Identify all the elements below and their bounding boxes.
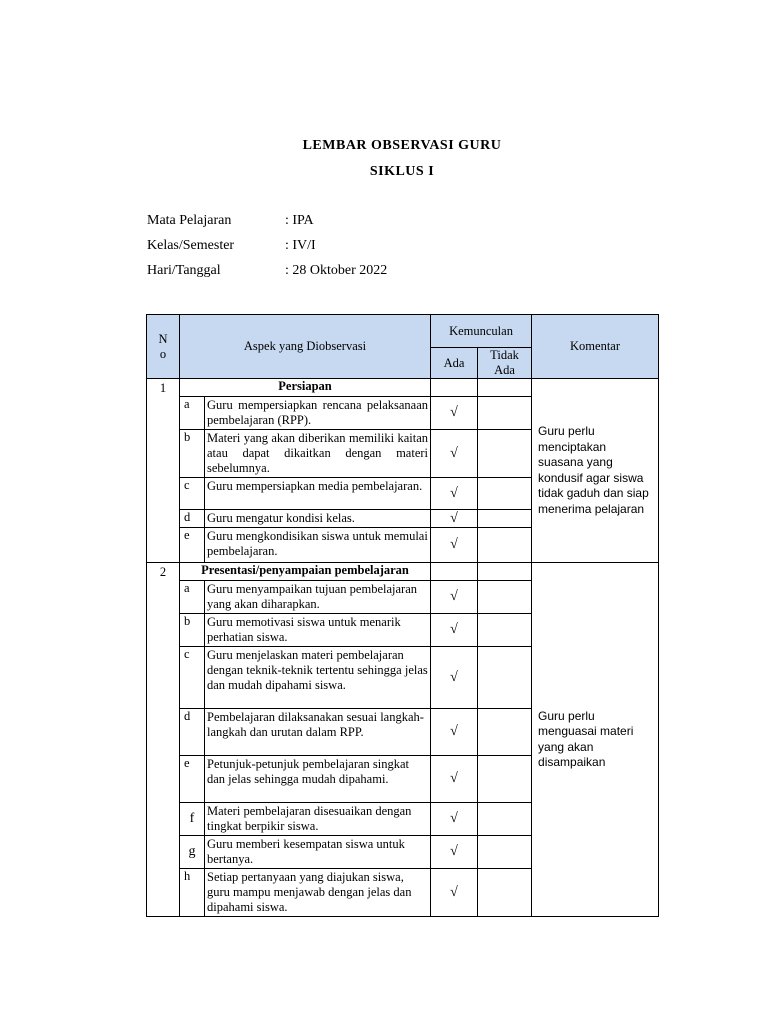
info-label: Mata Pelajaran	[147, 213, 232, 228]
item-text: Guru mempersiapkan rencana pelaksanaan pembelajaran (RPP).	[205, 397, 431, 430]
item-text: Setiap pertanyaan yang diajukan siswa, guru mampu menjawab dengan jelas dan dipahami siswa.	[205, 869, 431, 917]
empty-cell	[478, 756, 532, 803]
check-mark: √	[431, 756, 478, 803]
empty-cell	[478, 869, 532, 917]
item-letter: h	[180, 869, 205, 917]
header-aspek: Aspek yang Diobservasi	[180, 315, 431, 379]
empty-cell	[478, 478, 532, 510]
item-text: Petunjuk-petunjuk pembelajaran singkat dan jelas sehingga mudah dipahami.	[205, 756, 431, 803]
item-letter: b	[180, 614, 205, 647]
check-mark: √	[431, 581, 478, 614]
item-letter: c	[180, 478, 205, 510]
check-mark: √	[431, 614, 478, 647]
item-letter: e	[180, 756, 205, 803]
item-letter: d	[180, 709, 205, 756]
document-title: LEMBAR OBSERVASI GURU	[302, 138, 502, 153]
item-text: Guru mengatur kondisi kelas.	[205, 510, 431, 528]
empty-cell	[478, 397, 532, 430]
info-value: : IPA	[285, 213, 314, 228]
check-mark: √	[431, 836, 478, 869]
item-letter: f	[180, 803, 205, 836]
empty-cell	[478, 709, 532, 756]
comment-cell: Guru perlu menciptakan suasana yang kondusif agar siswa tidak gaduh dan siap menerima pelajaran	[532, 379, 659, 563]
empty-cell	[478, 836, 532, 869]
check-mark: √	[431, 803, 478, 836]
check-cell	[431, 379, 478, 397]
header-ada: Ada	[431, 348, 478, 379]
header-no: N o	[147, 315, 180, 379]
check-mark: √	[431, 397, 478, 430]
item-letter: c	[180, 647, 205, 709]
observation-table	[146, 314, 659, 917]
item-text: Materi yang akan diberikan memiliki kaitan atau dapat dikaitkan dengan materi sebelumnya.	[205, 430, 431, 478]
info-label: Kelas/Semester	[147, 238, 235, 253]
section-title: Presentasi/penyampaian pembelajaran	[180, 563, 431, 581]
check-mark: √	[431, 869, 478, 917]
item-text: Guru memotivasi siswa untuk menarik perhatian siswa.	[205, 614, 431, 647]
empty-cell	[478, 581, 532, 614]
empty-cell	[478, 510, 532, 528]
check-mark: √	[431, 528, 478, 563]
item-text: Guru mengkondisikan siswa untuk memulai pembelajaran.	[205, 528, 431, 563]
item-letter: a	[180, 581, 205, 614]
item-text: Guru mempersiapkan media pembelajaran.	[205, 478, 431, 510]
section-no: 1	[147, 379, 180, 563]
item-letter: g	[180, 836, 205, 869]
section-title: Persiapan	[180, 379, 431, 397]
check-mark: √	[431, 510, 478, 528]
empty-cell	[478, 528, 532, 563]
header-tidak-ada: Tidak Ada	[478, 348, 532, 379]
info-label: Hari/Tanggal	[147, 263, 221, 278]
item-letter: a	[180, 397, 205, 430]
check-mark: √	[431, 709, 478, 756]
item-text: Materi pembelajaran disesuaikan dengan tingkat berpikir siswa.	[205, 803, 431, 836]
empty-cell	[478, 379, 532, 397]
empty-cell	[478, 614, 532, 647]
item-text: Pembelajaran dilaksanakan sesuai langkah-langkah dan urutan dalam RPP.	[205, 709, 431, 756]
section-no: 2	[147, 563, 180, 917]
item-letter: b	[180, 430, 205, 478]
item-letter: e	[180, 528, 205, 563]
empty-cell	[478, 563, 532, 581]
header-komentar: Komentar	[532, 315, 659, 379]
empty-cell	[478, 803, 532, 836]
header-kemunculan: Kemunculan	[431, 315, 532, 348]
item-text: Guru memberi kesempatan siswa untuk bertanya.	[205, 836, 431, 869]
info-value: : 28 Oktober 2022	[285, 263, 388, 278]
document-subtitle: SIKLUS I	[369, 164, 435, 179]
item-text: Guru menyampaikan tujuan pembelajaran yang akan diharapkan.	[205, 581, 431, 614]
check-mark: √	[431, 478, 478, 510]
item-letter: d	[180, 510, 205, 528]
empty-cell	[478, 430, 532, 478]
comment-cell: Guru perlu menguasai materi yang akan disampaikan	[532, 563, 659, 917]
check-cell	[431, 563, 478, 581]
item-text: Guru menjelaskan materi pembelajaran dengan teknik-teknik tertentu sehingga jelas dan mudah dipahami siswa.	[205, 647, 431, 709]
check-mark: √	[431, 430, 478, 478]
check-mark: √	[431, 647, 478, 709]
info-value: : IV/I	[285, 238, 316, 253]
empty-cell	[478, 647, 532, 709]
